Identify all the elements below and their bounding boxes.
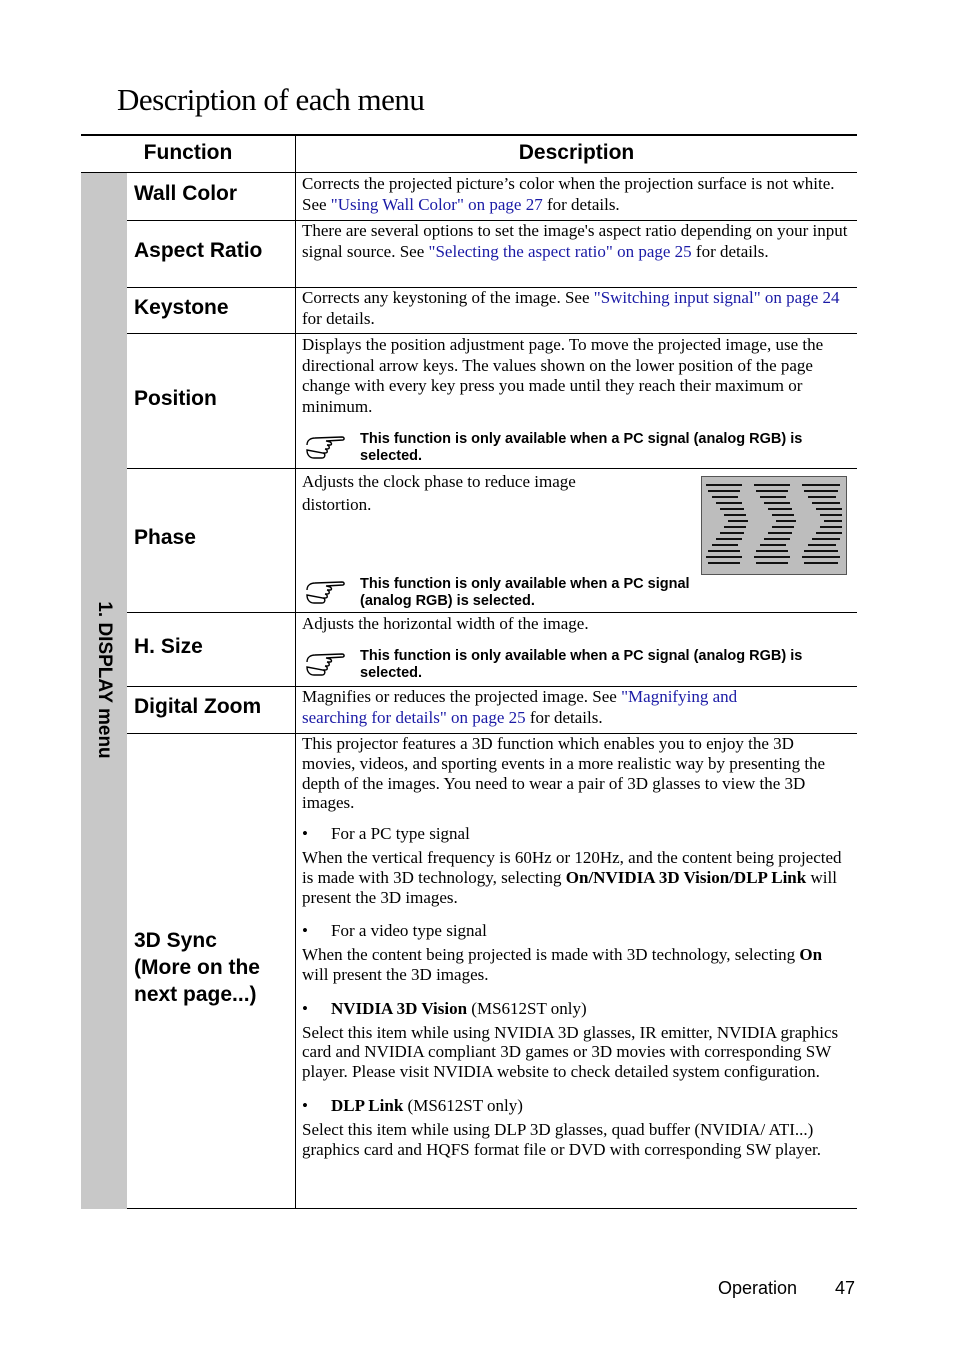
function-3d-sync: 3D Sync (More on the next page...) xyxy=(134,929,260,1006)
description-keystone: Corrects any keystoning of the image. See "Switching input signal" on page 24 for details. xyxy=(302,288,840,328)
note-phase xyxy=(304,576,852,612)
function-digital-zoom: Digital Zoom xyxy=(134,695,262,718)
page-title: Description of each menu xyxy=(117,82,425,117)
header-bottom-rule xyxy=(81,172,857,173)
function-phase: Phase xyxy=(134,526,196,549)
header-description: Description xyxy=(518,141,635,164)
description-phase: Adjusts the clock phase to reduce image distortion. xyxy=(302,472,576,514)
phase-distortion-image xyxy=(701,476,847,575)
pointing-hand-icon xyxy=(304,648,346,678)
note-h-size xyxy=(304,648,852,684)
bullet-pc-signal: • For a PC type signal xyxy=(302,824,470,844)
section-label: 1. DISPLAY menu xyxy=(94,601,115,759)
link-magnifying-searching[interactable]: "Magnifying and searching for details" on page 25 xyxy=(302,687,738,727)
note-text: This function is only available when a PC signal (analog RGB) is selected. xyxy=(360,648,803,681)
bullet-video-signal: • For a video type signal xyxy=(302,921,487,941)
link-switching-input-signal[interactable]: "Switching input signal" on page 24 xyxy=(593,288,840,307)
description-position: Displays the position adjustment page. To move the projected image, use the directional arrow keys. The values shown on the lower position of the page change with every key press you made until they reach their maximum or minimum. xyxy=(302,335,824,416)
function-wall-color: Wall Color xyxy=(134,182,238,205)
header-function: Function xyxy=(143,141,233,164)
footer-section: Operation xyxy=(718,1278,798,1298)
link-using-wall-color[interactable]: "Using Wall Color" on page 27 xyxy=(330,194,543,214)
description-digital-zoom: Magnifies or reduces the projected image. See "Magnifying and searching for details" on page 25 for details. xyxy=(302,687,738,727)
row-divider xyxy=(127,612,857,613)
pointing-hand-icon xyxy=(304,431,346,461)
column-divider xyxy=(295,135,296,1209)
pointing-hand-icon xyxy=(304,576,346,606)
function-position: Position xyxy=(134,387,217,410)
row-divider xyxy=(127,468,857,469)
description-h-size: Adjusts the horizontal width of the image. xyxy=(302,614,589,633)
bullet-dlp-link: • DLP Link (MS612ST only) xyxy=(302,1095,523,1115)
note-text: This function is only available when a PC signal (analog RGB) is selected. xyxy=(360,576,690,609)
table-bottom-rule xyxy=(81,1208,857,1209)
note-position xyxy=(304,431,852,467)
bullet-nvidia-3d-vision: • NVIDIA 3D Vision (MS612ST only) xyxy=(302,998,587,1018)
function-aspect-ratio: Aspect Ratio xyxy=(134,239,263,262)
note-text: This function is only available when a PC signal (analog RGB) is selected. xyxy=(360,431,803,464)
description-aspect-ratio: There are several options to set the image's aspect ratio depending on your input signal source. See "Selecting the aspect ratio" on page 25 for details. xyxy=(302,221,848,261)
function-h-size: H. Size xyxy=(134,635,203,658)
row-divider xyxy=(127,333,857,334)
link-selecting-aspect-ratio[interactable]: "Selecting the aspect ratio" on page 25 xyxy=(428,241,692,261)
description-3d-sync: This projector features a 3D function which enables you to enjoy the 3D movies, videos, and sporting events in a more realistic way by presenting the depth of the images. You need to wear a pair of 3D glasses to view the 3D images. • For a PC type signal When the vertical frequency is 60Hz or 120Hz, and the content being projected is made with 3D technology, selecting On/NVIDIA 3D Vision/DLP Link will present the 3D images. • For a video type signal When the content being projected is made with 3D technology, selecting On will present the 3D images. • NVIDIA 3D Vision (MS612ST only) Select this item while using NVIDIA 3D glasses, IR emitter, NVIDIA graphics card and NVIDIA compliant 3D games or 3D movies with corresponding SW player. Please visit NVIDIA website to check detailed system configuration. • DLP Link (MS612ST only) Select this item while using DLP 3D glasses, quad buffer (NVIDIA/ ATI...) graphics card and HQFS format file or DVD with corresponding SW player. xyxy=(302,734,850,1159)
description-wall-color: Corrects the projected picture’s color when the projection surface is not white. See "Using Wall Color" on page 27 for details. xyxy=(302,174,835,214)
page-number: 47 xyxy=(835,1278,856,1298)
function-keystone: Keystone xyxy=(134,296,229,319)
